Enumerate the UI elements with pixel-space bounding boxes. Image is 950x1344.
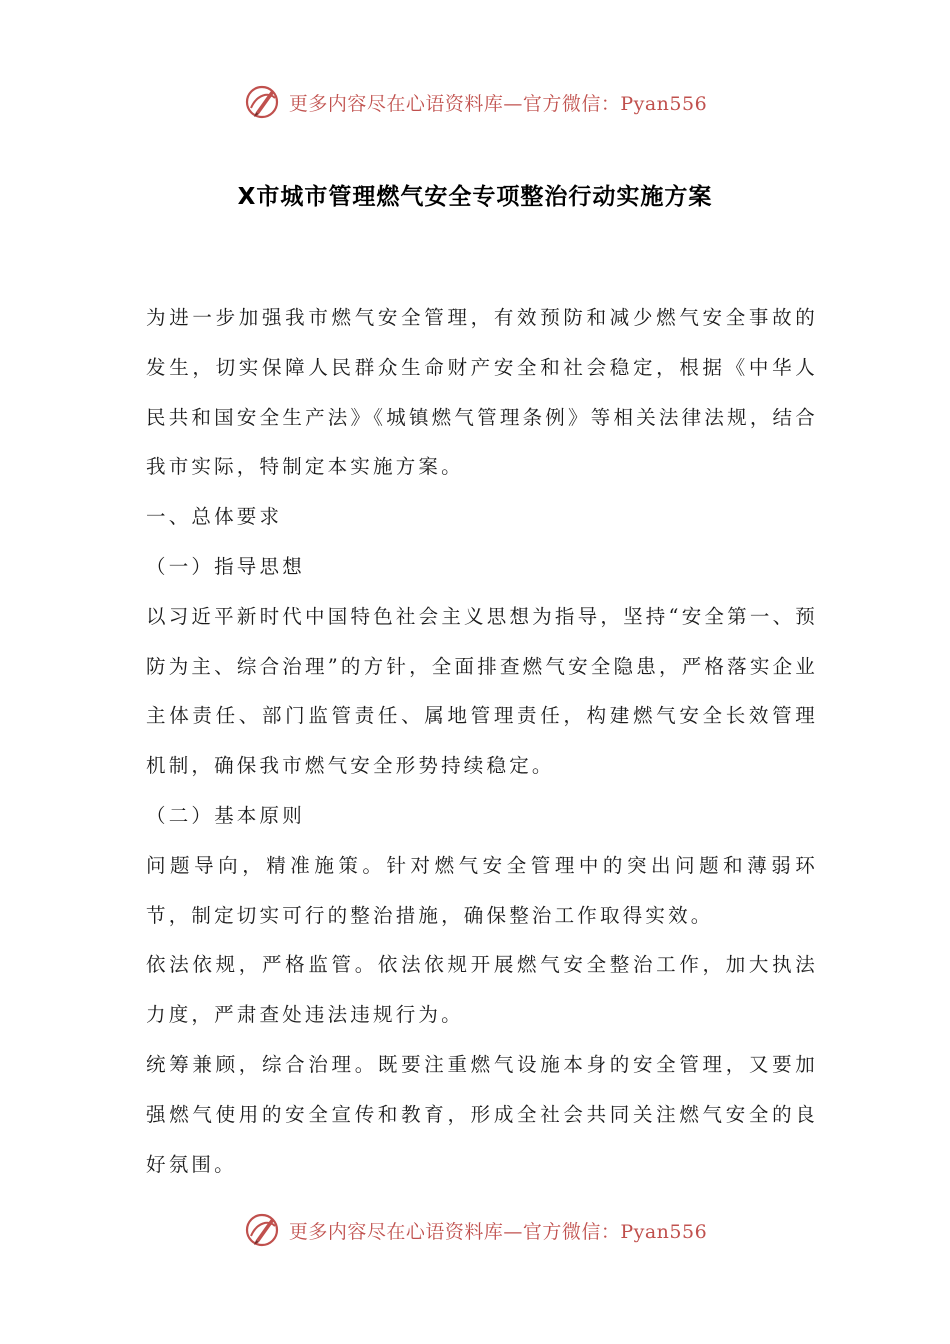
section-heading-1: 一、总体要求 bbox=[146, 505, 283, 529]
document-body bbox=[146, 293, 818, 1189]
paragraph-principle-3: 统筹兼顾，综合治理。既要注重燃气设施本身的安全管理，又要加强燃气使用的安全宣传和教育，形成全社会共同关注燃气安全的良好氛围。 bbox=[146, 1052, 818, 1176]
watermark-text: 更多内容尽在心语资料库—官方微信：Pyan556 bbox=[288, 1220, 708, 1243]
watermark-text: 更多内容尽在心语资料库—官方微信：Pyan556 bbox=[288, 92, 708, 115]
subsection-heading-1: （一）指导思想 bbox=[146, 554, 305, 578]
header-watermark-banner bbox=[0, 80, 950, 124]
footer-watermark-banner bbox=[0, 1208, 950, 1252]
document-title: X市城市管理燃气安全专项整治行动实施方案 bbox=[237, 184, 713, 210]
paragraph-intro: 为进一步加强我市燃气安全管理，有效预防和减少燃气安全事故的发生，切实保障人民群众生命财产安全和社会稳定，根据《中华人民共和国安全生产法》《城镇燃气管理条例》等相关法律法规，结合我市实际，特制定本实施方案。 bbox=[146, 306, 818, 479]
pen-swirl-logo-icon bbox=[243, 1210, 283, 1250]
pen-swirl-logo-icon bbox=[243, 82, 283, 122]
paragraph-principle-1: 问题导向，精准施策。针对燃气安全管理中的突出问题和薄弱环节，制定切实可行的整治措施，确保整治工作取得实效。 bbox=[146, 853, 818, 927]
subsection-heading-2: （二）基本原则 bbox=[146, 803, 305, 827]
paragraph-principle-2: 依法依规，严格监管。依法依规开展燃气安全整治工作，加大执法力度，严肃查处违法违规行为。 bbox=[146, 953, 818, 1027]
paragraph-guiding-ideology: 以习近平新时代中国特色社会主义思想为指导，坚持“安全第一、预防为主、综合治理”的方针，全面排查燃气安全隐患，严格落实企业主体责任、部门监管责任、属地管理责任，构建燃气安全长效管理机制，确保我市燃气安全形势持续稳定。 bbox=[146, 604, 818, 778]
